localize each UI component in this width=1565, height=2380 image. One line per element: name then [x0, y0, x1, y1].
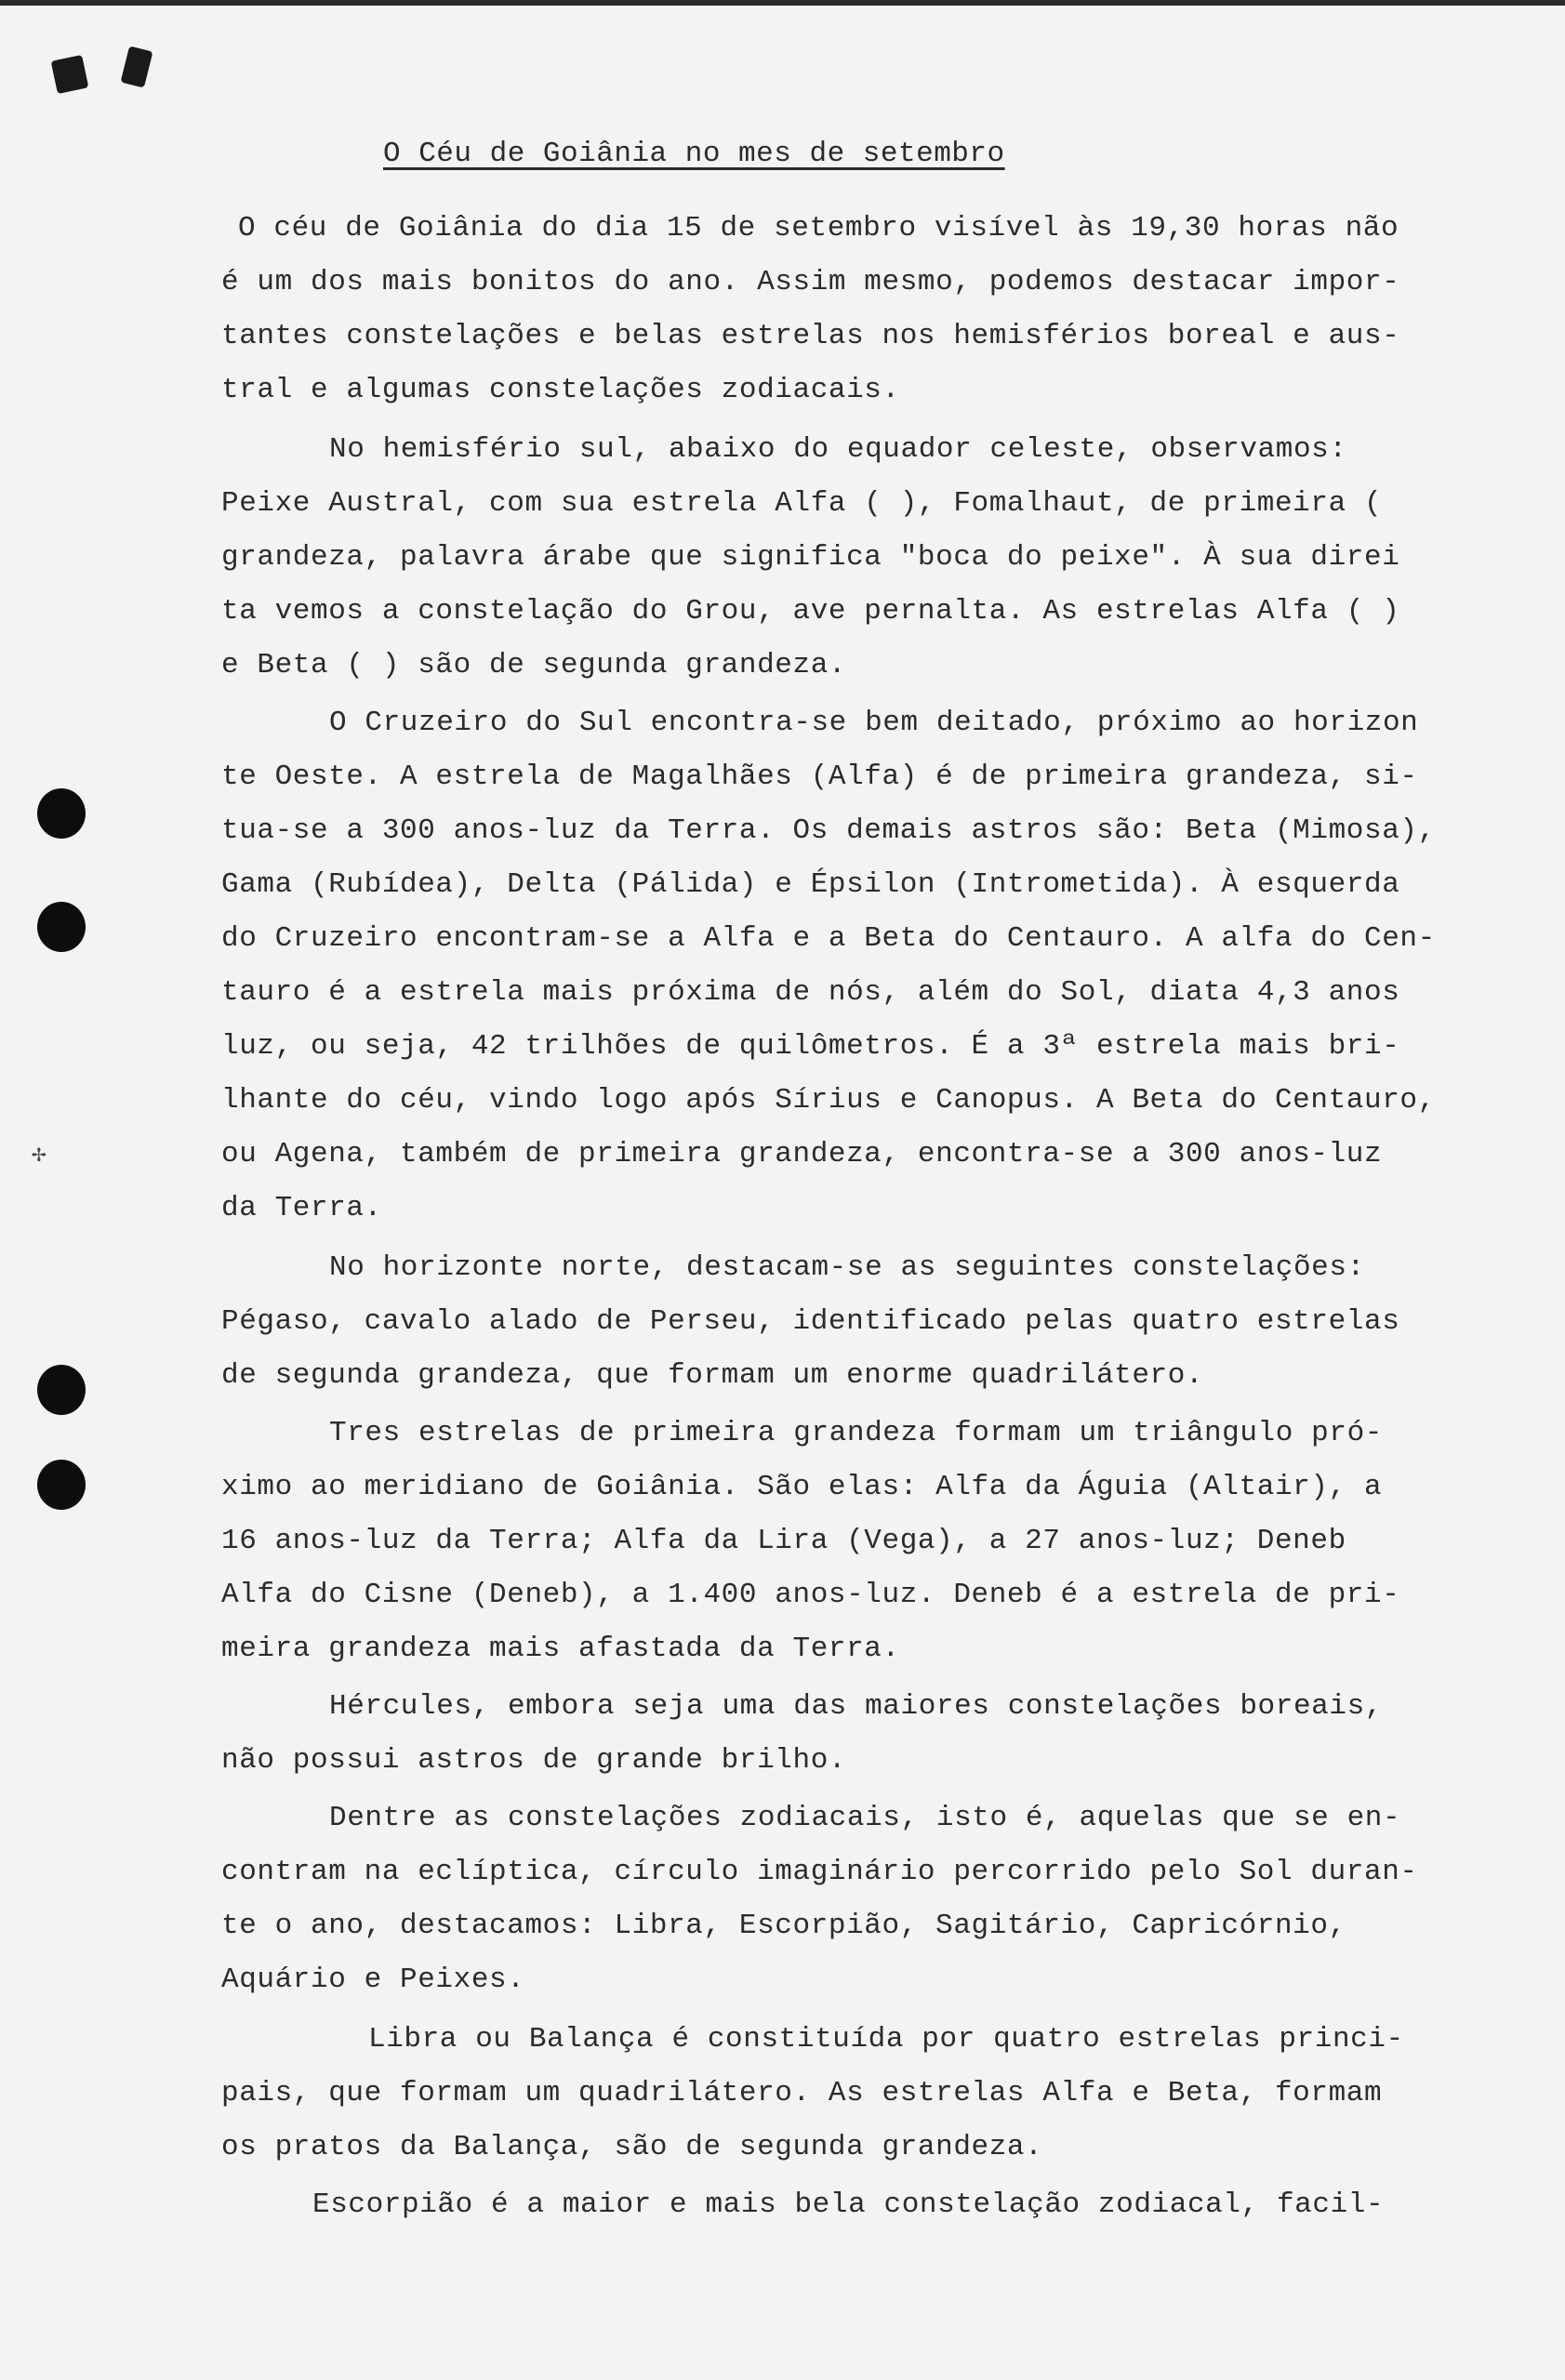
text-line: te Oeste. A estrela de Magalhães (Alfa) é de primeira grandeza, si- [221, 760, 1418, 793]
text-line: No hemisfério sul, abaixo do equador celeste, observamos: [329, 433, 1347, 466]
text-line: ximo ao meridiano de Goiânia. São elas: Alfa da Águia (Altair), a [221, 1471, 1383, 1503]
text-line: contram na eclíptica, círculo imaginário percorrido pelo Sol duran- [221, 1856, 1418, 1888]
text-line: Escorpião é a maior e mais bela constelação zodiacal, facil- [312, 2188, 1385, 2221]
text-line: Alfa do Cisne (Deneb), a 1.400 anos-luz. Deneb é a estrela de pri- [221, 1579, 1400, 1611]
text-line: tauro é a estrela mais próxima de nós, além do Sol, diata 4,3 anos [221, 976, 1400, 1009]
text-line: Gama (Rubídea), Delta (Pálida) e Épsilon (Intrometida). À esquerda [221, 868, 1400, 901]
text-line: de segunda grandeza, que formam um enorme quadrilátero. [221, 1359, 1204, 1392]
text-line: O céu de Goiânia do dia 15 de setembro visível às 19,30 horas não [238, 212, 1399, 245]
text-line: os pratos da Balança, são de segunda grandeza. [221, 2131, 1043, 2163]
text-line: Pégaso, cavalo alado de Perseu, identificado pelas quatro estrelas [221, 1305, 1400, 1338]
text-line: grandeza, palavra árabe que significa "boca do peixe". À sua direi [221, 541, 1400, 574]
text-line: tua-se a 300 anos-luz da Terra. Os demais astros são: Beta (Mimosa), [221, 814, 1436, 847]
text-line: tantes constelações e belas estrelas nos hemisférios boreal e aus- [221, 320, 1400, 352]
text-line: O Cruzeiro do Sul encontra-se bem deitado, próximo ao horizon [329, 707, 1419, 739]
text-line: da Terra. [221, 1192, 382, 1224]
text-line: te o ano, destacamos: Libra, Escorpião, Sagitário, Capricórnio, [221, 1910, 1346, 1942]
text-line: 16 anos-luz da Terra; Alfa da Lira (Vega), a 27 anos-luz; Deneb [221, 1525, 1346, 1557]
text-line: No horizonte norte, destacam-se as seguintes constelações: [329, 1251, 1365, 1284]
text-line: Dentre as constelações zodiacais, isto é, aquelas que se en- [329, 1802, 1401, 1834]
text-line: Aquário e Peixes. [221, 1964, 525, 1996]
text-line: lhante do céu, vindo logo após Sírius e Canopus. A Beta do Centauro, [221, 1084, 1436, 1117]
text-line: Libra ou Balança é constituída por quatro estrelas princi- [368, 2023, 1404, 2056]
text-line: Tres estrelas de primeira grandeza formam um triângulo pró- [329, 1417, 1383, 1449]
text-line: e Beta ( ) são de segunda grandeza. [221, 649, 847, 681]
ink-mark: ✢ [32, 1140, 46, 1168]
text-line: não possui astros de grande brilho. [221, 1744, 847, 1777]
text-line: Peixe Austral, com sua estrela Alfa ( ), Fomalhaut, de primeira ( [221, 487, 1383, 520]
text-line: luz, ou seja, 42 trilhões de quilômetros. É a 3ª estrela mais bri- [221, 1030, 1400, 1063]
text-line: ou Agena, também de primeira grandeza, encontra-se a 300 anos-luz [221, 1138, 1383, 1170]
text-line: ta vemos a constelação do Grou, ave pernalta. As estrelas Alfa ( ) [221, 595, 1400, 628]
text-line: é um dos mais bonitos do ano. Assim mesmo, podemos destacar impor- [221, 266, 1400, 298]
text-line: tral e algumas constelações zodiacais. [221, 374, 900, 406]
text-line: meira grandeza mais afastada da Terra. [221, 1633, 900, 1665]
page-title: O Céu de Goiânia no mes de setembro [383, 138, 1005, 170]
text-line: do Cruzeiro encontram-se a Alfa e a Beta do Centauro. A alfa do Cen- [221, 922, 1436, 955]
text-line: Hércules, embora seja uma das maiores constelações boreais, [329, 1690, 1383, 1723]
text-line: pais, que formam um quadrilátero. As estrelas Alfa e Beta, formam [221, 2077, 1383, 2109]
